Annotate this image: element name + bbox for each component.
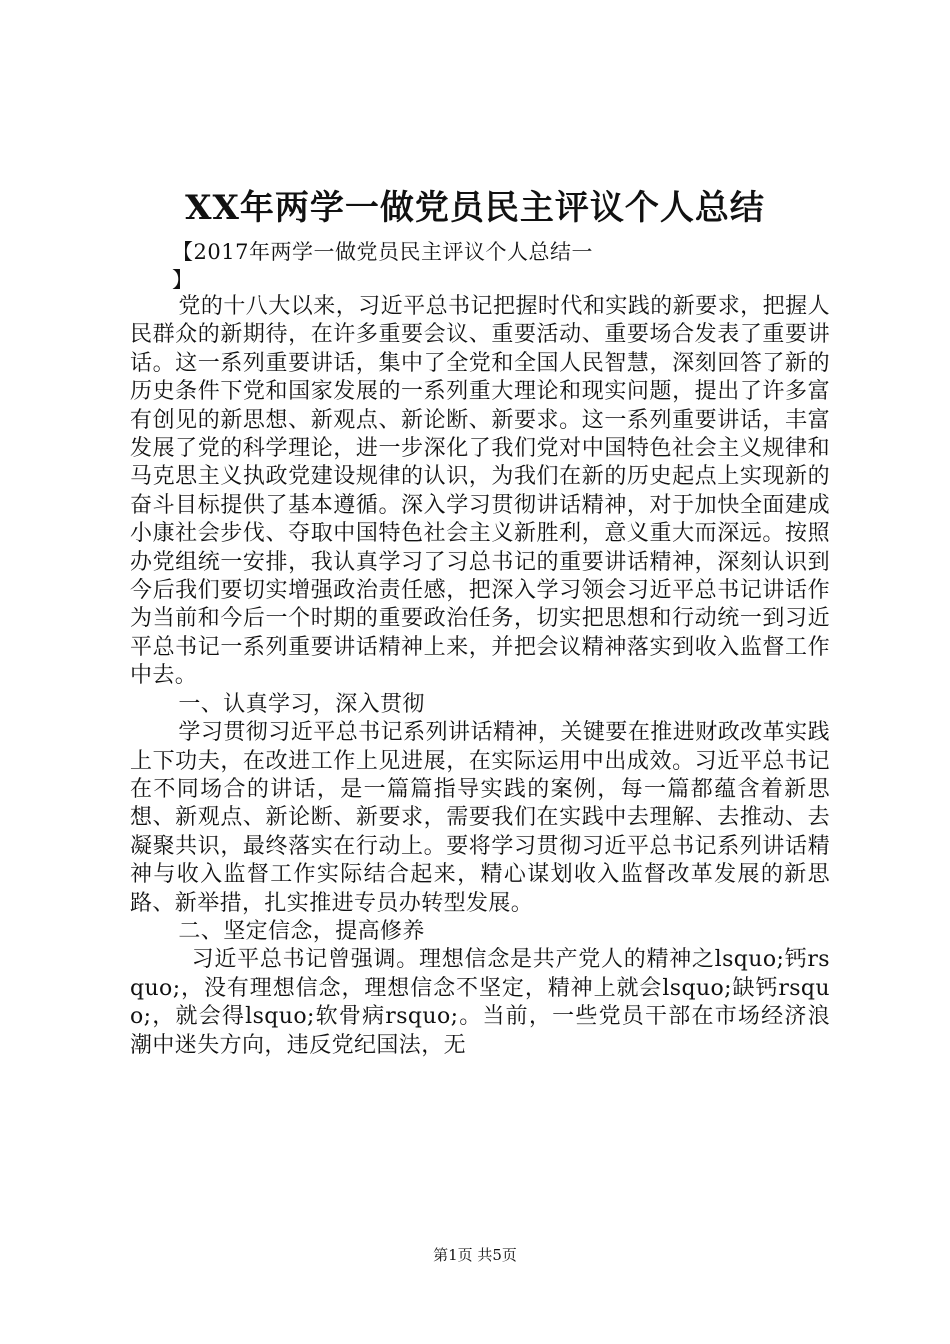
document-subtitle bbox=[172, 238, 732, 294]
body-paragraph: 习近平总书记曾强调。理想信念是共产党人的精神之lsquo;钙rsquo;，没有理想信念，理想信念不坚定，精神上就会lsquo;缺钙rsquo;，就会得lsquo;软骨病rsquo;。当前，一些党员干部在市场经济浪潮中迷失方向，违反党纪国法，无 bbox=[130, 947, 830, 1058]
page-title: XX年两学一做党员民主评议个人总结 bbox=[185, 188, 765, 228]
body-paragraph: 学习贯彻习近平总书记系列讲话精神，关键要在推进财政改革实践上下功夫，在改进工作上见进展，在实际运用中出成效。习近平总书记在不同场合的讲话，是一篇篇指导实践的案例，每一篇都蕴含着新思想、新观点、新论断、新要求，需要我们在实践中去理解、去推动、去凝聚共识，最终落实在行动上。要将学习贯彻习近平总书记系列讲话精神与收入监督工作实际结合起来，精心谋划收入监督改革发展的新思路、新举措，扎实推进专员办转型发展。 bbox=[130, 720, 830, 916]
body-paragraph: 党的十八大以来，习近平总书记把握时代和实践的新要求，把握人民群众的新期待，在许多重要会议、重要活动、重要场合发表了重要讲话。这一系列重要讲话，集中了全党和全国人民智慧，深刻回答了新的历史条件下党和国家发展的一系列重大理论和现实问题，提出了许多富有创见的新思想、新观点、新论断、新要求。这一系列重要讲话，丰富发展了党的科学理论，进一步深化了我们党对中国特色社会主义规律和马克思主义执政党建设规律的认识，为我们在新的历史起点上实现新的奋斗目标提供了基本遵循。深入学习贯彻讲话精神，对于加快全面建成小康社会步伐、夺取中国特色社会主义新胜利，意义重大而深远。按照办党组统一安排，我认真学习了习总书记的重要讲话精神，深刻认识到今后我们要切实增强政治责任感，把深入学习领会习近平总书记讲话作为当前和今后一个时期的重要政治任务，切实把思想和行动统一到习近平总书记一系列重要讲话精神上来，并把会议精神落实到收入监督工作中去。 bbox=[130, 294, 830, 689]
page-footer: 第1页 共5页 bbox=[433, 1246, 517, 1264]
document-body bbox=[130, 293, 830, 1060]
section-heading: 一、认真学习，深入贯彻 bbox=[178, 691, 425, 717]
section-heading: 二、坚定信念，提高修养 bbox=[178, 918, 425, 944]
subtitle-text: 【2017年两学一做党员民主评议个人总结一 bbox=[172, 240, 593, 264]
subtitle-closing-bracket: 】 bbox=[172, 268, 194, 292]
